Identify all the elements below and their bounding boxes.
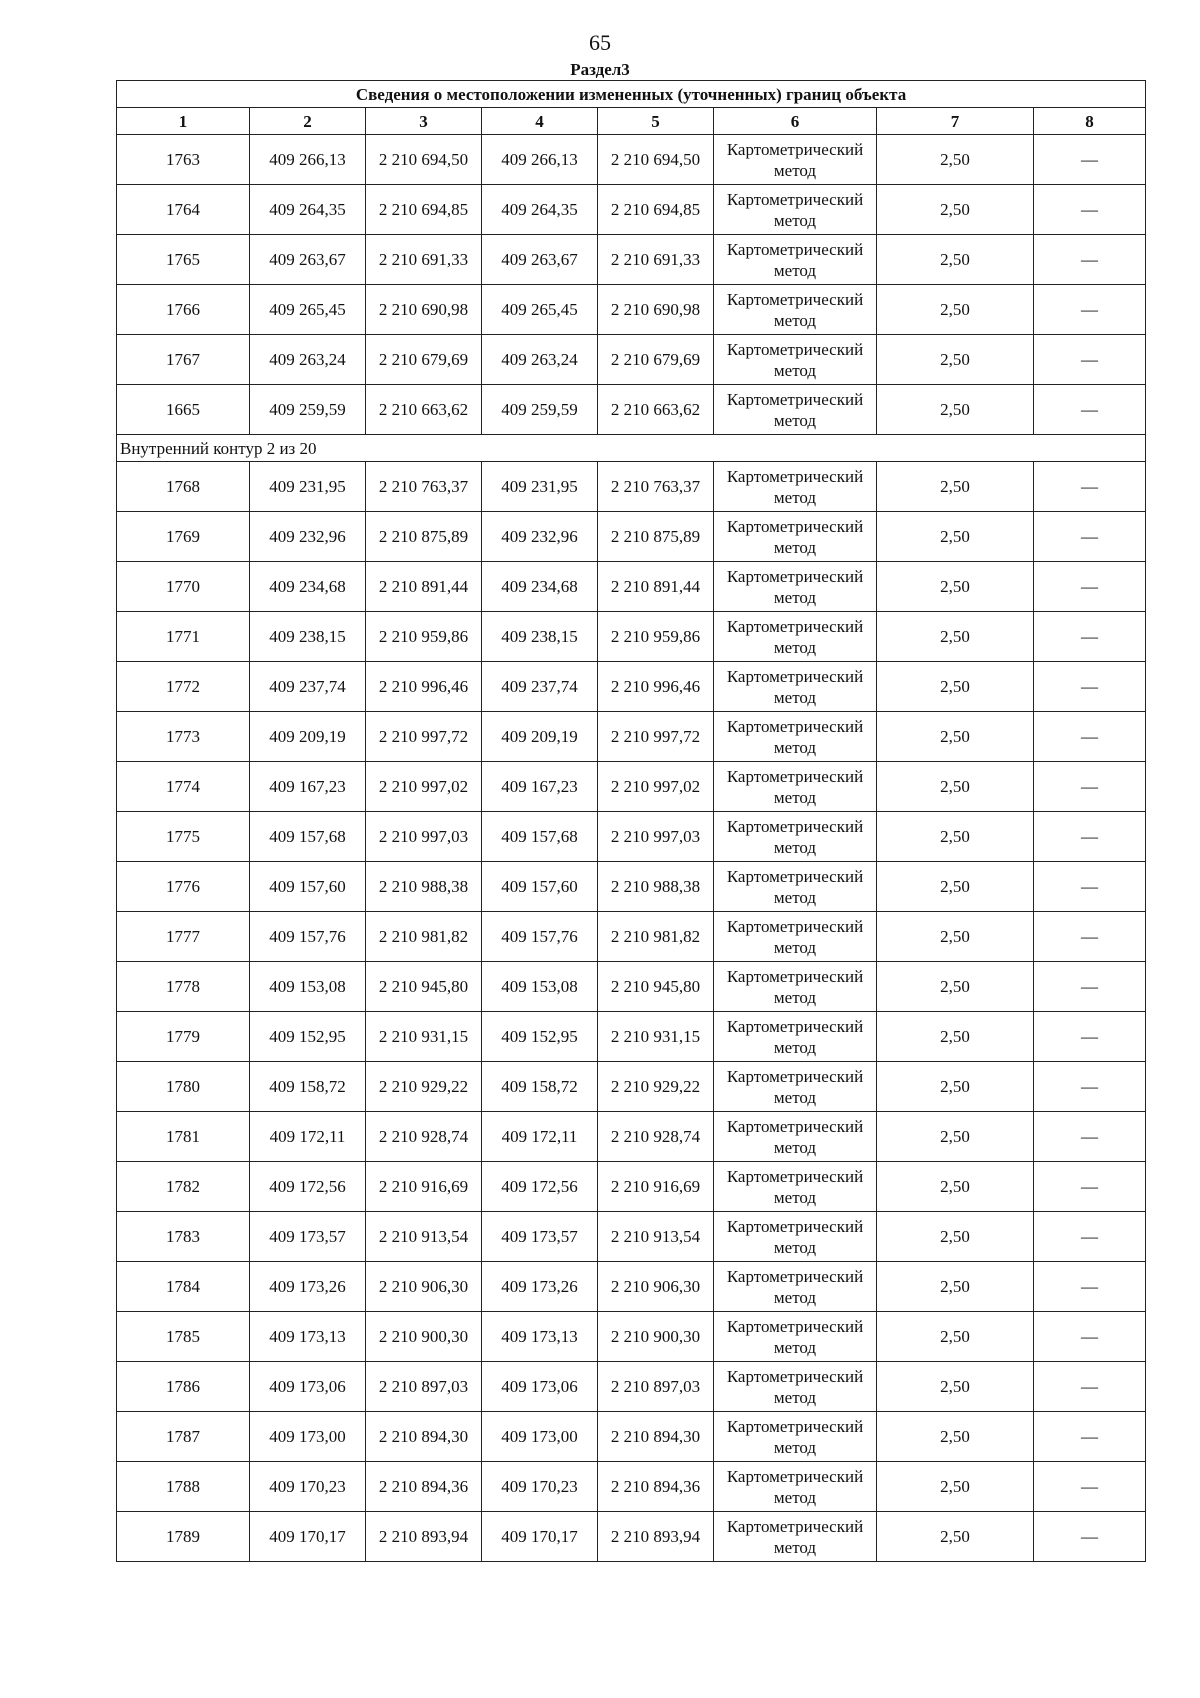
cell-x-new: 409 266,13 <box>482 135 598 185</box>
cell-y-existing: 2 210 694,50 <box>366 135 482 185</box>
cell-x-existing: 409 170,23 <box>250 1462 366 1512</box>
table-row <box>117 662 1146 712</box>
cell-method: Картометрический метод <box>714 1512 877 1562</box>
cell-y-existing: 2 210 897,03 <box>366 1362 482 1412</box>
cell-y-new: 2 210 997,72 <box>598 712 714 762</box>
cell-method: Картометрический метод <box>714 462 877 512</box>
cell-x-new: 409 170,23 <box>482 1462 598 1512</box>
cell-y-existing: 2 210 945,80 <box>366 962 482 1012</box>
cell-accuracy: 2,50 <box>877 512 1034 562</box>
cell-y-existing: 2 210 894,30 <box>366 1412 482 1462</box>
column-number: 3 <box>366 108 482 135</box>
cell-x-new: 409 264,35 <box>482 185 598 235</box>
cell-description: — <box>1034 285 1146 335</box>
cell-description: — <box>1034 462 1146 512</box>
cell-accuracy: 2,50 <box>877 712 1034 762</box>
cell-x-existing: 409 158,72 <box>250 1062 366 1112</box>
cell-description: — <box>1034 512 1146 562</box>
cell-y-new: 2 210 997,02 <box>598 762 714 812</box>
cell-point-number: 1665 <box>117 385 250 435</box>
table-row <box>117 1462 1146 1512</box>
cell-x-new: 409 263,24 <box>482 335 598 385</box>
cell-point-number: 1785 <box>117 1312 250 1362</box>
cell-y-existing: 2 210 679,69 <box>366 335 482 385</box>
cell-x-new: 409 170,17 <box>482 1512 598 1562</box>
cell-x-new: 409 231,95 <box>482 462 598 512</box>
cell-description: — <box>1034 612 1146 662</box>
table-row <box>117 1162 1146 1212</box>
cell-y-existing: 2 210 997,02 <box>366 762 482 812</box>
cell-point-number: 1777 <box>117 912 250 962</box>
table-row <box>117 462 1146 512</box>
cell-x-new: 409 153,08 <box>482 962 598 1012</box>
cell-y-existing: 2 210 694,85 <box>366 185 482 235</box>
column-number: 4 <box>482 108 598 135</box>
cell-description: — <box>1034 335 1146 385</box>
cell-y-new: 2 210 897,03 <box>598 1362 714 1412</box>
cell-accuracy: 2,50 <box>877 462 1034 512</box>
cell-y-existing: 2 210 997,03 <box>366 812 482 862</box>
cell-y-new: 2 210 690,98 <box>598 285 714 335</box>
cell-description: — <box>1034 1062 1146 1112</box>
cell-method: Картометрический метод <box>714 235 877 285</box>
cell-x-new: 409 158,72 <box>482 1062 598 1112</box>
cell-method: Картометрический метод <box>714 1112 877 1162</box>
cell-y-new: 2 210 916,69 <box>598 1162 714 1212</box>
boundary-coordinates-table <box>116 80 1146 1562</box>
cell-x-existing: 409 264,35 <box>250 185 366 235</box>
cell-description: — <box>1034 562 1146 612</box>
cell-x-new: 409 209,19 <box>482 712 598 762</box>
cell-y-new: 2 210 694,85 <box>598 185 714 235</box>
cell-x-new: 409 265,45 <box>482 285 598 335</box>
cell-point-number: 1766 <box>117 285 250 335</box>
table-row <box>117 762 1146 812</box>
cell-x-existing: 409 170,17 <box>250 1512 366 1562</box>
cell-x-new: 409 167,23 <box>482 762 598 812</box>
table-row <box>117 962 1146 1012</box>
table-row <box>117 135 1146 185</box>
cell-method: Картометрический метод <box>714 662 877 712</box>
cell-point-number: 1776 <box>117 862 250 912</box>
cell-y-new: 2 210 945,80 <box>598 962 714 1012</box>
table-row <box>117 862 1146 912</box>
column-number-row <box>117 108 1146 135</box>
cell-y-existing: 2 210 691,33 <box>366 235 482 285</box>
cell-method: Картометрический метод <box>714 385 877 435</box>
cell-y-new: 2 210 875,89 <box>598 512 714 562</box>
cell-x-new: 409 157,68 <box>482 812 598 862</box>
cell-point-number: 1767 <box>117 335 250 385</box>
cell-description: — <box>1034 385 1146 435</box>
cell-point-number: 1775 <box>117 812 250 862</box>
cell-point-number: 1768 <box>117 462 250 512</box>
cell-method: Картометрический метод <box>714 812 877 862</box>
cell-y-existing: 2 210 900,30 <box>366 1312 482 1362</box>
cell-accuracy: 2,50 <box>877 1012 1034 1062</box>
table-row <box>117 712 1146 762</box>
cell-description: — <box>1034 1262 1146 1312</box>
cell-method: Картометрический метод <box>714 1262 877 1312</box>
cell-description: — <box>1034 912 1146 962</box>
cell-x-existing: 409 232,96 <box>250 512 366 562</box>
cell-point-number: 1773 <box>117 712 250 762</box>
cell-accuracy: 2,50 <box>877 1162 1034 1212</box>
table-caption: Сведения о местоположении измененных (уточненных) границ объекта <box>117 81 1146 108</box>
table-body <box>117 135 1146 1562</box>
cell-y-new: 2 210 894,30 <box>598 1412 714 1462</box>
cell-method: Картометрический метод <box>714 1212 877 1262</box>
table-row <box>117 185 1146 235</box>
table-row <box>117 1362 1146 1412</box>
cell-accuracy: 2,50 <box>877 1112 1034 1162</box>
column-number: 6 <box>714 108 877 135</box>
cell-x-existing: 409 263,24 <box>250 335 366 385</box>
cell-x-existing: 409 152,95 <box>250 1012 366 1062</box>
cell-y-new: 2 210 981,82 <box>598 912 714 962</box>
cell-x-new: 409 173,00 <box>482 1412 598 1462</box>
cell-x-existing: 409 266,13 <box>250 135 366 185</box>
column-number: 2 <box>250 108 366 135</box>
cell-accuracy: 2,50 <box>877 1312 1034 1362</box>
cell-point-number: 1783 <box>117 1212 250 1262</box>
cell-accuracy: 2,50 <box>877 285 1034 335</box>
cell-y-existing: 2 210 916,69 <box>366 1162 482 1212</box>
cell-x-new: 409 173,26 <box>482 1262 598 1312</box>
cell-y-existing: 2 210 928,74 <box>366 1112 482 1162</box>
cell-point-number: 1772 <box>117 662 250 712</box>
cell-x-existing: 409 238,15 <box>250 612 366 662</box>
table-row <box>117 1312 1146 1362</box>
cell-accuracy: 2,50 <box>877 912 1034 962</box>
cell-point-number: 1787 <box>117 1412 250 1462</box>
table-row <box>117 1412 1146 1462</box>
cell-y-existing: 2 210 906,30 <box>366 1262 482 1312</box>
table-row <box>117 1212 1146 1262</box>
cell-method: Картометрический метод <box>714 1012 877 1062</box>
cell-point-number: 1769 <box>117 512 250 562</box>
column-number: 7 <box>877 108 1034 135</box>
cell-method: Картометрический метод <box>714 862 877 912</box>
cell-y-new: 2 210 913,54 <box>598 1212 714 1262</box>
cell-description: — <box>1034 185 1146 235</box>
cell-description: — <box>1034 1162 1146 1212</box>
table-row <box>117 612 1146 662</box>
cell-x-new: 409 232,96 <box>482 512 598 562</box>
cell-x-new: 409 157,60 <box>482 862 598 912</box>
table-row <box>117 912 1146 962</box>
table-row <box>117 512 1146 562</box>
cell-description: — <box>1034 1462 1146 1512</box>
cell-x-existing: 409 231,95 <box>250 462 366 512</box>
cell-x-existing: 409 157,76 <box>250 912 366 962</box>
cell-y-new: 2 210 900,30 <box>598 1312 714 1362</box>
section-title: Раздел3 <box>570 60 630 79</box>
table-row <box>117 1262 1146 1312</box>
cell-method: Картометрический метод <box>714 1062 877 1112</box>
cell-y-new: 2 210 891,44 <box>598 562 714 612</box>
cell-accuracy: 2,50 <box>877 1212 1034 1262</box>
cell-description: — <box>1034 1212 1146 1262</box>
cell-y-existing: 2 210 875,89 <box>366 512 482 562</box>
cell-accuracy: 2,50 <box>877 662 1034 712</box>
table-row <box>117 812 1146 862</box>
cell-accuracy: 2,50 <box>877 862 1034 912</box>
cell-y-new: 2 210 691,33 <box>598 235 714 285</box>
cell-description: — <box>1034 662 1146 712</box>
column-number: 8 <box>1034 108 1146 135</box>
cell-x-existing: 409 173,26 <box>250 1262 366 1312</box>
cell-description: — <box>1034 762 1146 812</box>
cell-x-new: 409 173,13 <box>482 1312 598 1362</box>
cell-accuracy: 2,50 <box>877 812 1034 862</box>
cell-y-new: 2 210 894,36 <box>598 1462 714 1512</box>
table-row <box>117 285 1146 335</box>
cell-x-existing: 409 209,19 <box>250 712 366 762</box>
cell-y-existing: 2 210 997,72 <box>366 712 482 762</box>
cell-accuracy: 2,50 <box>877 1512 1034 1562</box>
cell-y-existing: 2 210 988,38 <box>366 862 482 912</box>
cell-x-existing: 409 172,56 <box>250 1162 366 1212</box>
cell-method: Картометрический метод <box>714 1412 877 1462</box>
table-caption-row <box>117 81 1146 108</box>
cell-y-existing: 2 210 763,37 <box>366 462 482 512</box>
cell-point-number: 1781 <box>117 1112 250 1162</box>
cell-method: Картометрический метод <box>714 1462 877 1512</box>
cell-method: Картометрический метод <box>714 612 877 662</box>
cell-y-new: 2 210 929,22 <box>598 1062 714 1112</box>
cell-method: Картометрический метод <box>714 285 877 335</box>
cell-y-existing: 2 210 929,22 <box>366 1062 482 1112</box>
cell-accuracy: 2,50 <box>877 562 1034 612</box>
cell-point-number: 1784 <box>117 1262 250 1312</box>
cell-y-existing: 2 210 893,94 <box>366 1512 482 1562</box>
cell-description: — <box>1034 1362 1146 1412</box>
table-row <box>117 235 1146 285</box>
cell-y-new: 2 210 996,46 <box>598 662 714 712</box>
cell-x-existing: 409 173,00 <box>250 1412 366 1462</box>
table-row <box>117 1512 1146 1562</box>
cell-point-number: 1782 <box>117 1162 250 1212</box>
cell-method: Картометрический метод <box>714 1162 877 1212</box>
cell-method: Картометрический метод <box>714 335 877 385</box>
cell-x-existing: 409 237,74 <box>250 662 366 712</box>
cell-y-new: 2 210 928,74 <box>598 1112 714 1162</box>
cell-y-existing: 2 210 931,15 <box>366 1012 482 1062</box>
cell-method: Картометрический метод <box>714 512 877 562</box>
page-number: 65 <box>589 30 611 55</box>
cell-accuracy: 2,50 <box>877 335 1034 385</box>
table-row <box>117 1012 1146 1062</box>
cell-point-number: 1789 <box>117 1512 250 1562</box>
cell-x-new: 409 172,56 <box>482 1162 598 1212</box>
cell-description: — <box>1034 812 1146 862</box>
cell-x-existing: 409 157,60 <box>250 862 366 912</box>
cell-y-existing: 2 210 913,54 <box>366 1212 482 1262</box>
cell-x-new: 409 234,68 <box>482 562 598 612</box>
cell-x-new: 409 237,74 <box>482 662 598 712</box>
cell-method: Картометрический метод <box>714 562 877 612</box>
cell-x-existing: 409 173,57 <box>250 1212 366 1262</box>
cell-point-number: 1779 <box>117 1012 250 1062</box>
cell-x-existing: 409 173,13 <box>250 1312 366 1362</box>
cell-y-new: 2 210 694,50 <box>598 135 714 185</box>
cell-x-existing: 409 234,68 <box>250 562 366 612</box>
column-number: 5 <box>598 108 714 135</box>
cell-description: — <box>1034 1112 1146 1162</box>
cell-point-number: 1778 <box>117 962 250 1012</box>
cell-x-existing: 409 167,23 <box>250 762 366 812</box>
cell-description: — <box>1034 962 1146 1012</box>
cell-description: — <box>1034 135 1146 185</box>
cell-accuracy: 2,50 <box>877 1262 1034 1312</box>
cell-accuracy: 2,50 <box>877 1412 1034 1462</box>
table-row <box>117 1112 1146 1162</box>
cell-y-new: 2 210 997,03 <box>598 812 714 862</box>
cell-y-new: 2 210 988,38 <box>598 862 714 912</box>
cell-method: Картометрический метод <box>714 962 877 1012</box>
cell-x-existing: 409 172,11 <box>250 1112 366 1162</box>
cell-description: — <box>1034 1312 1146 1362</box>
cell-accuracy: 2,50 <box>877 235 1034 285</box>
cell-accuracy: 2,50 <box>877 185 1034 235</box>
cell-accuracy: 2,50 <box>877 135 1034 185</box>
cell-y-existing: 2 210 894,36 <box>366 1462 482 1512</box>
table-row <box>117 335 1146 385</box>
cell-description: — <box>1034 862 1146 912</box>
cell-point-number: 1765 <box>117 235 250 285</box>
cell-method: Картометрический метод <box>714 712 877 762</box>
cell-y-new: 2 210 906,30 <box>598 1262 714 1312</box>
cell-description: — <box>1034 1012 1146 1062</box>
cell-description: — <box>1034 712 1146 762</box>
cell-point-number: 1770 <box>117 562 250 612</box>
cell-x-existing: 409 263,67 <box>250 235 366 285</box>
cell-accuracy: 2,50 <box>877 1362 1034 1412</box>
cell-y-new: 2 210 663,62 <box>598 385 714 435</box>
cell-point-number: 1763 <box>117 135 250 185</box>
cell-description: — <box>1034 1412 1146 1462</box>
cell-method: Картометрический метод <box>714 762 877 812</box>
cell-x-existing: 409 157,68 <box>250 812 366 862</box>
cell-method: Картометрический метод <box>714 1312 877 1362</box>
cell-y-existing: 2 210 663,62 <box>366 385 482 435</box>
cell-point-number: 1788 <box>117 1462 250 1512</box>
cell-y-new: 2 210 931,15 <box>598 1012 714 1062</box>
cell-y-existing: 2 210 996,46 <box>366 662 482 712</box>
cell-method: Картометрический метод <box>714 912 877 962</box>
cell-y-new: 2 210 763,37 <box>598 462 714 512</box>
table-row <box>117 562 1146 612</box>
cell-method: Картометрический метод <box>714 135 877 185</box>
cell-description: — <box>1034 1512 1146 1562</box>
table-row <box>117 385 1146 435</box>
cell-x-existing: 409 153,08 <box>250 962 366 1012</box>
cell-description: — <box>1034 235 1146 285</box>
cell-y-existing: 2 210 981,82 <box>366 912 482 962</box>
cell-x-existing: 409 173,06 <box>250 1362 366 1412</box>
cell-y-existing: 2 210 690,98 <box>366 285 482 335</box>
cell-y-existing: 2 210 959,86 <box>366 612 482 662</box>
cell-x-new: 409 152,95 <box>482 1012 598 1062</box>
cell-y-new: 2 210 679,69 <box>598 335 714 385</box>
cell-accuracy: 2,50 <box>877 762 1034 812</box>
cell-y-existing: 2 210 891,44 <box>366 562 482 612</box>
cell-accuracy: 2,50 <box>877 962 1034 1012</box>
cell-point-number: 1786 <box>117 1362 250 1412</box>
cell-point-number: 1771 <box>117 612 250 662</box>
cell-y-new: 2 210 959,86 <box>598 612 714 662</box>
cell-accuracy: 2,50 <box>877 1062 1034 1112</box>
cell-x-new: 409 259,59 <box>482 385 598 435</box>
cell-x-existing: 409 265,45 <box>250 285 366 335</box>
cell-x-new: 409 157,76 <box>482 912 598 962</box>
cell-accuracy: 2,50 <box>877 612 1034 662</box>
cell-accuracy: 2,50 <box>877 1462 1034 1512</box>
cell-x-new: 409 263,67 <box>482 235 598 285</box>
cell-point-number: 1780 <box>117 1062 250 1112</box>
cell-x-new: 409 172,11 <box>482 1112 598 1162</box>
contour-label: Внутренний контур 2 из 20 <box>117 435 1146 462</box>
cell-method: Картометрический метод <box>714 185 877 235</box>
cell-point-number: 1774 <box>117 762 250 812</box>
cell-y-new: 2 210 893,94 <box>598 1512 714 1562</box>
cell-x-existing: 409 259,59 <box>250 385 366 435</box>
cell-x-new: 409 173,57 <box>482 1212 598 1262</box>
cell-accuracy: 2,50 <box>877 385 1034 435</box>
contour-row <box>117 435 1146 462</box>
cell-x-new: 409 173,06 <box>482 1362 598 1412</box>
cell-point-number: 1764 <box>117 185 250 235</box>
cell-method: Картометрический метод <box>714 1362 877 1412</box>
cell-x-new: 409 238,15 <box>482 612 598 662</box>
column-number: 1 <box>117 108 250 135</box>
table-row <box>117 1062 1146 1112</box>
